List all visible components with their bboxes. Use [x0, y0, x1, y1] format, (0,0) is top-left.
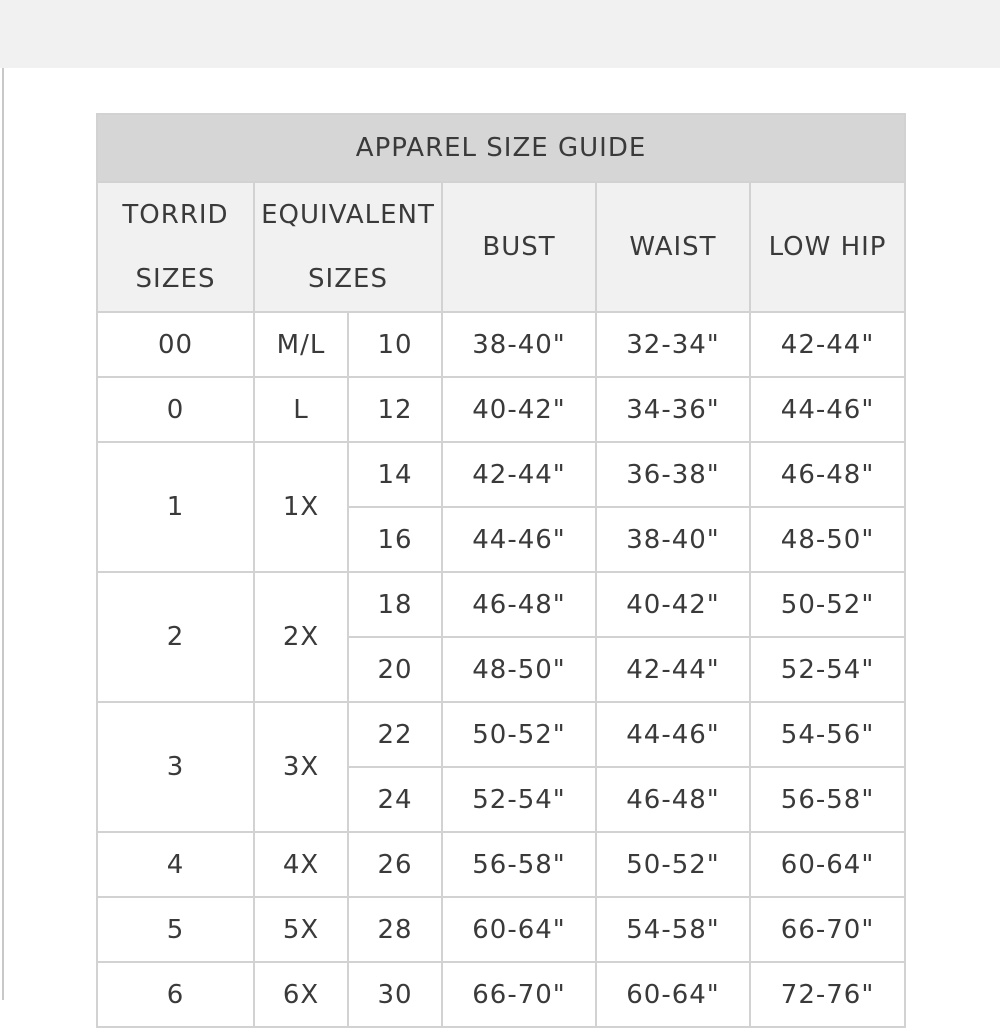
- equivalent-letter-cell: 3X: [254, 702, 348, 832]
- bust-cell: 40-42": [442, 377, 596, 442]
- header-equivalent-sizes: [254, 182, 442, 312]
- waist-cell: 32-34": [596, 312, 750, 377]
- bust-cell: 44-46": [442, 507, 596, 572]
- table-title: APPAREL SIZE GUIDE: [97, 114, 905, 182]
- equivalent-numeric-cell: 10: [348, 312, 442, 377]
- bust-cell: 60-64": [442, 897, 596, 962]
- bust-cell: 48-50": [442, 637, 596, 702]
- header-low-hip: LOW HIP: [750, 182, 905, 312]
- waist-cell: 50-52": [596, 832, 750, 897]
- low-hip-cell: 42-44": [750, 312, 905, 377]
- bust-cell: 42-44": [442, 442, 596, 507]
- waist-cell: 46-48": [596, 767, 750, 832]
- equivalent-numeric-cell: 12: [348, 377, 442, 442]
- table-row: [97, 832, 905, 897]
- equivalent-numeric-cell: 14: [348, 442, 442, 507]
- equivalent-numeric-cell: 30: [348, 962, 442, 1027]
- equivalent-letter-cell: L: [254, 377, 348, 442]
- size-table-body: [97, 312, 905, 1027]
- low-hip-cell: 50-52": [750, 572, 905, 637]
- waist-cell: 36-38": [596, 442, 750, 507]
- bust-cell: 50-52": [442, 702, 596, 767]
- waist-cell: 38-40": [596, 507, 750, 572]
- equivalent-letter-cell: 5X: [254, 897, 348, 962]
- equivalent-numeric-cell: 16: [348, 507, 442, 572]
- waist-cell: 44-46": [596, 702, 750, 767]
- header-equivalent-line2: SIZES: [308, 264, 388, 294]
- bust-cell: 38-40": [442, 312, 596, 377]
- bust-cell: 52-54": [442, 767, 596, 832]
- torrid-size-cell: 2: [97, 572, 254, 702]
- waist-cell: 60-64": [596, 962, 750, 1027]
- low-hip-cell: 60-64": [750, 832, 905, 897]
- equivalent-letter-cell: 4X: [254, 832, 348, 897]
- header-torrid-line2: SIZES: [135, 264, 216, 294]
- table-row: [97, 442, 905, 507]
- header-equivalent-line1: EQUIVALENT: [261, 200, 435, 230]
- low-hip-cell: 72-76": [750, 962, 905, 1027]
- top-band: [0, 0, 1000, 68]
- table-row: [97, 962, 905, 1027]
- equivalent-numeric-cell: 22: [348, 702, 442, 767]
- size-guide-table: [96, 113, 906, 1028]
- waist-cell: 42-44": [596, 637, 750, 702]
- low-hip-cell: 46-48": [750, 442, 905, 507]
- torrid-size-cell: 5: [97, 897, 254, 962]
- bust-cell: 56-58": [442, 832, 596, 897]
- torrid-size-cell: 1: [97, 442, 254, 572]
- equivalent-numeric-cell: 28: [348, 897, 442, 962]
- low-hip-cell: 54-56": [750, 702, 905, 767]
- bust-cell: 46-48": [442, 572, 596, 637]
- torrid-size-cell: 0: [97, 377, 254, 442]
- header-waist: WAIST: [596, 182, 750, 312]
- table-row: [97, 377, 905, 442]
- equivalent-numeric-cell: 20: [348, 637, 442, 702]
- low-hip-cell: 56-58": [750, 767, 905, 832]
- torrid-size-cell: 4: [97, 832, 254, 897]
- equivalent-letter-cell: M/L: [254, 312, 348, 377]
- equivalent-letter-cell: 2X: [254, 572, 348, 702]
- waist-cell: 40-42": [596, 572, 750, 637]
- equivalent-numeric-cell: 24: [348, 767, 442, 832]
- low-hip-cell: 66-70": [750, 897, 905, 962]
- header-torrid-sizes: [97, 182, 254, 312]
- equivalent-numeric-cell: 18: [348, 572, 442, 637]
- equivalent-letter-cell: 1X: [254, 442, 348, 572]
- table-row: [97, 702, 905, 767]
- table-row: [97, 897, 905, 962]
- low-hip-cell: 48-50": [750, 507, 905, 572]
- header-bust: BUST: [442, 182, 596, 312]
- waist-cell: 34-36": [596, 377, 750, 442]
- bust-cell: 66-70": [442, 962, 596, 1027]
- torrid-size-cell: 3: [97, 702, 254, 832]
- waist-cell: 54-58": [596, 897, 750, 962]
- low-hip-cell: 52-54": [750, 637, 905, 702]
- table-row: [97, 312, 905, 377]
- header-torrid-line1: TORRID: [122, 200, 229, 230]
- equivalent-letter-cell: 6X: [254, 962, 348, 1027]
- table-row: [97, 572, 905, 637]
- low-hip-cell: 44-46": [750, 377, 905, 442]
- torrid-size-cell: 00: [97, 312, 254, 377]
- torrid-size-cell: 6: [97, 962, 254, 1027]
- equivalent-numeric-cell: 26: [348, 832, 442, 897]
